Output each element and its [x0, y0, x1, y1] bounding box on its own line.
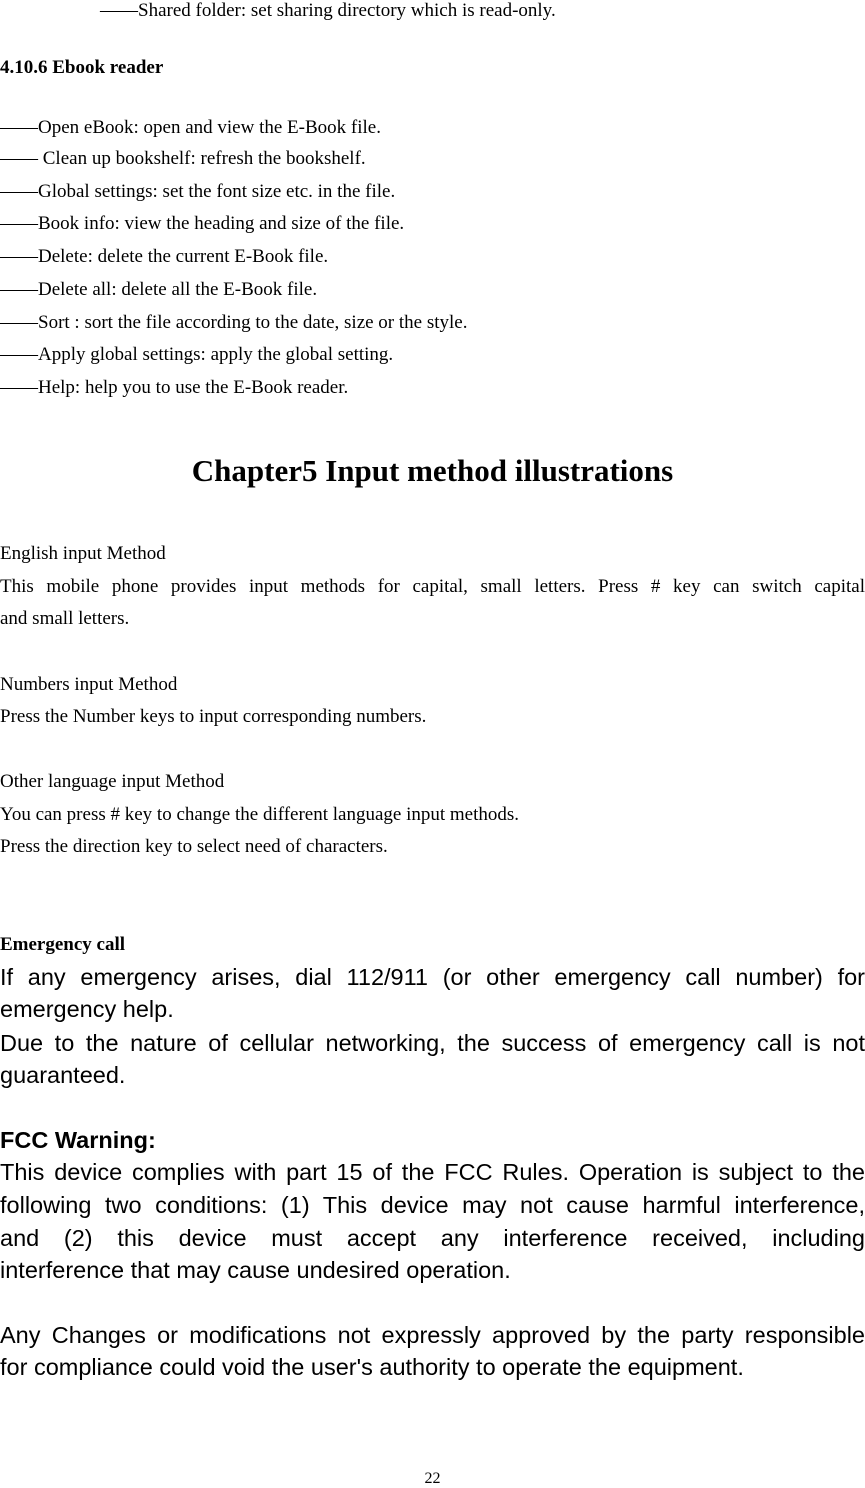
- list-item: ——Open eBook: open and view the E-Book file.: [0, 117, 381, 138]
- emergency-line: If any emergency arises, dial 112/911 (or other emergency call number) for: [0, 964, 865, 990]
- numbers-input-heading: Numbers input Method: [0, 674, 178, 695]
- english-input-heading: English input Method: [0, 543, 166, 564]
- fcc-line: following two conditions: (1) This device may not cause harmful interference,: [0, 1192, 865, 1218]
- list-item: ——Apply global settings: apply the global setting.: [0, 344, 394, 365]
- list-item: ——Delete all: delete all the E-Book file.: [0, 279, 318, 300]
- emergency-text-4: guaranteed.: [0, 1062, 126, 1088]
- ebook-heading: 4.10.6 Ebook reader: [0, 57, 164, 78]
- list-item: ——Help: help you to use the E-Book reader.: [0, 377, 349, 398]
- english-input-text-end: and small letters.: [0, 608, 130, 629]
- shared-folder-line: ——Shared folder: set sharing directory which is read-only.: [100, 0, 556, 21]
- english-input-line: This mobile phone provides input methods for capital, small letters. Press # key can switch capital: [0, 576, 865, 597]
- fcc-line: This device complies with part 15 of the FCC Rules. Operation is subject to the: [0, 1159, 865, 1185]
- fcc-paragraph-2-line-2: for compliance could void the user's authority to operate the equipment.: [0, 1354, 744, 1380]
- list-item: —— Clean up bookshelf: refresh the bookshelf.: [0, 148, 366, 169]
- fcc-paragraph-1-line-4: interference that may cause undesired operation.: [0, 1257, 511, 1283]
- list-item: ——Sort : sort the file according to the date, size or the style.: [0, 312, 468, 333]
- direction-key-text: Press the direction key to select need of characters.: [0, 836, 388, 857]
- emergency-text-2: emergency help.: [0, 996, 174, 1022]
- fcc-line: and (2) this device must accept any interference received, including: [0, 1225, 865, 1251]
- emergency-heading: Emergency call: [0, 934, 126, 955]
- page-number: 22: [424, 1470, 441, 1487]
- fcc-paragraph-1-line-3: [0, 1222, 865, 1254]
- other-language-heading: Other language input Method: [0, 771, 225, 792]
- list-item: ——Delete: delete the current E-Book file.: [0, 246, 329, 267]
- fcc-paragraph-2-line-1: [0, 1319, 865, 1351]
- fcc-paragraph-1-line-2: [0, 1189, 865, 1221]
- fcc-line: Any Changes or modifications not expressly approved by the party responsible: [0, 1322, 865, 1348]
- list-item: ——Book info: view the heading and size of the file.: [0, 213, 405, 234]
- chapter-title: Chapter5 Input method illustrations: [191, 453, 674, 488]
- emergency-line: Due to the nature of cellular networking, the success of emergency call is not: [0, 1030, 865, 1056]
- numbers-input-text: Press the Number keys to input corresponding numbers.: [0, 706, 427, 727]
- emergency-text-3: [0, 1027, 865, 1059]
- english-input-text: [0, 574, 865, 600]
- fcc-heading: FCC Warning:: [0, 1127, 156, 1153]
- list-item: ——Global settings: set the font size etc. in the file.: [0, 181, 396, 202]
- fcc-paragraph-1-line-1: [0, 1156, 865, 1188]
- other-language-text: You can press # key to change the different language input methods.: [0, 804, 520, 825]
- emergency-text-1: [0, 961, 865, 993]
